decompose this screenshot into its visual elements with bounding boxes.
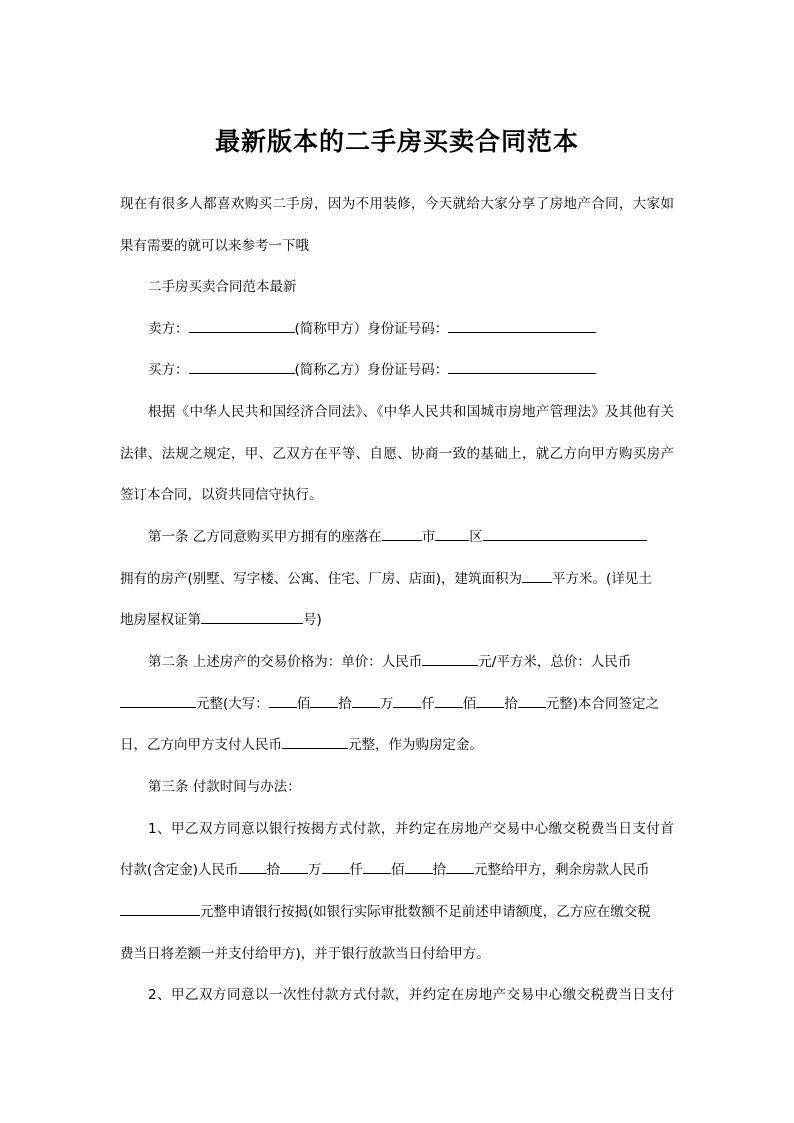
article3-text-p1c: 元整给甲方，剩余房款人民币	[474, 862, 650, 878]
down-shi-blank[interactable]	[239, 860, 267, 874]
total-price-blank[interactable]	[120, 694, 196, 708]
upper-shi-blank[interactable]	[310, 694, 338, 708]
article3-text-p1d: 元整申请银行按揭(如银行实际审批数额不足前述申请额度，乙方应在缴交税	[200, 904, 651, 920]
article1-text-d: 拥有的房产(别墅、写字楼、公寓、住宅、厂房、店面)，建筑面积为	[120, 571, 523, 587]
article2-text-e: 日，乙方向甲方支付人民币	[120, 737, 282, 753]
document-title: 最新版本的二手房买卖合同范本	[214, 127, 579, 156]
area-blank[interactable]	[522, 569, 552, 583]
article2-text-c: 元整(大写：	[196, 696, 269, 712]
article1-text-e: 平方米。(详见土	[552, 571, 652, 587]
intro-line-2: 果有需要的就可以来参考一下哦	[120, 238, 309, 254]
seller-label: 卖方：	[148, 321, 189, 337]
upper-bai2-blank[interactable]	[435, 694, 463, 708]
upper-yuan-blank[interactable]	[518, 694, 546, 708]
buyer-id-blank[interactable]	[448, 360, 596, 374]
article3-p2-line-1: 2、甲乙双方同意以一次性付款方式付款，并约定在房地产交易中心缴交税费当日支付	[148, 987, 674, 1003]
article2-line-2	[120, 694, 659, 714]
buyer-name-blank[interactable]	[189, 360, 295, 374]
upper-shi2-blank[interactable]	[476, 694, 504, 708]
unit-bai-2: 佰	[462, 696, 477, 712]
down-unit-shi: 拾	[266, 862, 281, 878]
unit-shi: 拾	[338, 696, 352, 712]
article1-line-2	[120, 569, 652, 589]
unit-bai: 佰	[296, 696, 311, 712]
upper-qian-blank[interactable]	[393, 694, 421, 708]
article1-line-1	[148, 527, 647, 547]
down-bai-blank[interactable]	[363, 860, 391, 874]
city-blank[interactable]	[382, 527, 422, 541]
down-unit-bai: 佰	[391, 862, 405, 878]
down-unit-qian: 仟	[349, 862, 364, 878]
preamble-line-2: 法律、法规之规定，甲、乙双方在平等、自愿、协商一致的基础上，就乙方向甲方购买房产	[120, 446, 674, 462]
down-wan-blank[interactable]	[280, 860, 308, 874]
certificate-number-blank[interactable]	[201, 610, 303, 624]
down-shi2-blank[interactable]	[405, 860, 433, 874]
contract-subtitle: 二手房买卖合同范本最新	[148, 279, 297, 295]
article2-text-b: 元/平方米，总价：人民币	[478, 654, 632, 670]
down-qian-blank[interactable]	[322, 860, 350, 874]
unit-wan: 万	[379, 696, 394, 712]
article3-p1-line-1: 1、甲乙双方同意以银行按揭方式付款，并约定在房地产交易中心缴交税费当日支付首	[148, 821, 674, 837]
district-blank[interactable]	[435, 527, 469, 541]
buyer-line	[148, 360, 596, 380]
article3-p1-line-3	[120, 902, 651, 922]
unit-qian: 仟	[421, 696, 435, 712]
buyer-abbr-text: (简称乙方）身份证号码：	[294, 362, 449, 378]
down-unit-shi-2: 拾	[432, 862, 447, 878]
article1-text-f: 地房屋权证第	[120, 612, 201, 628]
article1-district-label: 区	[469, 529, 483, 545]
buyer-label: 买方：	[148, 362, 189, 378]
unit-shi-2: 拾	[504, 696, 518, 712]
article1-text-g: 号)	[303, 612, 322, 628]
article2-text-d: 元整)本合同签定之	[545, 696, 660, 712]
down-unit-wan: 万	[308, 862, 322, 878]
article2-line-1	[148, 652, 631, 672]
seller-id-blank[interactable]	[448, 319, 596, 333]
deposit-blank[interactable]	[282, 735, 348, 749]
upper-bai-blank[interactable]	[269, 694, 297, 708]
article3-p1-line-4: 费当日将差额一并支付给甲方)，并于银行放款当日付给甲方。	[120, 946, 490, 962]
intro-line-1: 现在有很多人都喜欢购买二手房，因为不用装修，今天就给大家分享了房地产合同，大家如	[120, 196, 674, 212]
seller-name-blank[interactable]	[189, 319, 295, 333]
article1-city-label: 市	[421, 529, 436, 545]
article3-p1-line-2	[120, 860, 650, 880]
article1-text-a: 第一条 乙方同意购买甲方拥有的座落在	[148, 529, 382, 545]
article2-line-3	[120, 735, 483, 755]
article2-text-a: 第二条 上述房产的交易价格为：单价：人民币	[148, 654, 423, 670]
article3-title: 第三条 付款时间与办法：	[148, 779, 301, 795]
upper-wan-blank[interactable]	[352, 694, 380, 708]
preamble-line-1: 根据《中华人民共和国经济合同法》、《中华人民共和国城市房地产管理法》及其他有关	[148, 404, 674, 420]
seller-abbr-text: (简称甲方）身份证号码：	[294, 321, 449, 337]
down-yuan-blank[interactable]	[446, 860, 474, 874]
article1-line-3	[120, 610, 322, 630]
remaining-amount-blank[interactable]	[120, 902, 200, 916]
seller-line	[148, 319, 596, 339]
preamble-line-3: 签订本合同，以资共同信守执行。	[120, 487, 323, 503]
article3-text-p1b: 付款(含定金)人民币	[120, 862, 239, 878]
article2-text-f: 元整，作为购房定金。	[348, 737, 483, 753]
unit-price-blank[interactable]	[422, 652, 478, 666]
address-blank[interactable]	[483, 527, 647, 541]
